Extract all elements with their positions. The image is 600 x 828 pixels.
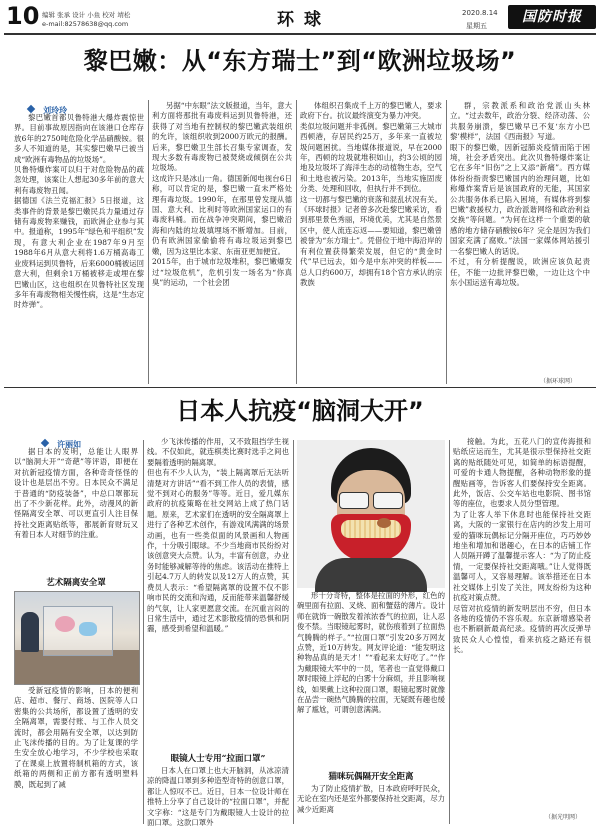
- diamond-icon: [27, 105, 35, 113]
- photo-glasses: [339, 492, 403, 508]
- article2-col2-bottom: 日本人在口罩上也大开脑洞，从冰凉清凉的降温口罩到多种造型奇特的创意口罩，都让人惊叹不已。近日，日本一位设计师在推特上分享了自己设计的“拉面口罩”，并配文字称：“这是专门为戴眼镜人士设计的拉面口罩。这款口罩外: [147, 766, 289, 828]
- article2-col1-top: 据日本的发明，总能让人眼界以“脑洞大开”“奇葩”等评语，即便在对抗新冠疫情方面，各种奇奇怪怪的设计也是层出不穷。日本民众不满足于普通的“防疫装备”，中总口罩都玩出了不少新花样。此外，动漫风的新怪隔离安全罩、可以更直引人注目保持社交距离贴纸等，都展新育财玩又有着日本人对细节的注重。: [14, 447, 138, 540]
- article2-col3-top: 形十分奇特，整体是拉面的外形，红色的碗里面有拉面、叉烧、面和蟹菇的薄片。设计师在就饰一碗散发着浓浓香气的拉面，让人忍俊不禁。当眼镜起雾时，就伤痕着到了拉面热气腾腾的样子。”“拉面口罩”引发20多万网友点赞，近10万转发。网友评论道：“能发明这种物品真的是天才！”“看起来太好吃了。”“作为戴眼镜大军中的一员，笔者也一直觉得戴口罩时眼镜上浮起的白雾十分麻烦，并且影响视线，如果戴上这种拉面口罩，眼镜起雾时就像在品尝一碗热气腾腾的拉面，无疑既有趣也缓解了尴尬，可谓创意满满。: [297, 591, 445, 715]
- article2-author: 许丽如: [57, 439, 82, 449]
- shield-photo-art: [55, 616, 75, 632]
- shield-photo-panel: [43, 606, 113, 656]
- photo-noodles: [341, 520, 401, 538]
- diamond-icon: [41, 439, 49, 447]
- article2-byline: [42, 432, 142, 449]
- editor-line: 编辑 张承 设计 小鱼 校对 靖松: [42, 11, 131, 19]
- photo-lens: [339, 492, 369, 509]
- masthead-logo: [508, 5, 596, 29]
- shield-photo-person: [21, 612, 39, 652]
- subhead-ramen-mask: 眼镜人士专用“拉面口罩”: [170, 754, 266, 764]
- article2-col4: 接触。为此，五花八门的宣传海报和贴纸应运而生，尤其是很示型保持社交距离的贴纸随处可见，如简单的标语提醒，可爱的卡通人物提醒，各种动物形象的提醒贴画等，告诉客人们要保持安全距离。此外，饭店、公交车站也电影院、图书馆等的座位，也要求人员分型管理。 为了让客人举下休息时也能保持社交距离，大阪的一家银行在店内的沙发上用可爱的猫咪玩偶标记分隔开座位，巧巧妙妙地坐和增加和谐趣心，在日本的店铺工作人员隔开蹲了温馨提示客人：“为了防止疫情，一定要保持社交距离哦。”让人觉得既温馨可人，又容易理解。该举措还在日本社交媒体上引发了关注，网友纷纷为这种抗疫对策点赞。 尽管对抗疫情的新发明层出不穷，但日本各地的疫情仍不容乐观。东京新增感染者也不断刷新最高纪录。疫情的再次反弹导致民众人心惶惶，看来抗疫之路还有很长。: [453, 437, 591, 655]
- page-number: 10: [6, 2, 40, 30]
- col-divider: [148, 100, 149, 384]
- article2-title: 日本人抗疫“脑洞大开”: [176, 397, 424, 425]
- section-title: 环 球: [277, 10, 323, 30]
- article2-col2-top: 少飞沫传播的作用，又不致阻挡学生视线。不仅如此，就连棋类比赛时选手之间也要隔着透明的隔离罩。 但也有不少人认为，“装上隔离罩后无法听清楚对方讲话”“看不到工作人员的表情，感觉不到对心的服务”等等。近日，爱几媒东政府的抗疫策略在社交网站上成了热门话题。原来，艺术家们在透明的安全隔离罩上进行了各种艺术创作，有游戏风满满的场景动画，也有一些类似面的风景画和人物画作，十分吸引眼球。不少当地商市民纷纷对该创意突大点赞。认为，丰富有创意，办业务时能够减解等待的焦虑。该活动在推特上引起4.7万人的转发以及12万人的点赞，其费员人表示：“希望隔离罩的设置不仅不影响市民的交流和沟通，反而能带来温馨舒缓的气氛，让人家更愿意交流。在沉重言闷的日常生活中，通过艺术影散疫情的恐惧和阴霾，感受到希望和温暖。”: [147, 437, 289, 634]
- photo-lens: [373, 492, 403, 509]
- article2-col1-bottom: 受新冠疫情的影响，日本的便利店、超市、餐厅、商场、医院等人口密集的公共场所，都设置了透明的安全隔离罩，需要付账、与工作人员交流时，都会用隔有安全罩，以达到防止飞沫传播的目的。为了让复课的学生安全放心地学习，不少学校也采取了在课桌上放置将制机箱的方式，该纸箱的两侧和正前方都有透明塑料膜，既起到了减: [14, 686, 138, 789]
- article2-source: （据光明网）: [545, 814, 582, 821]
- photo-chashu: [377, 518, 391, 528]
- article1-col2: 另据“中东眼”法文版报道，当年，意大利方面将那批有毒废料运到贝鲁特港，还获得了对当地有控制权的黎巴嫩武装组织的允许，该组织收到2000万欧元的报酬。后来，黎巴嫩卫生部长召集专家调查，发现大多数有毒废物已被焚烧或倾倒在公共垃圾场。 这成许只是冰山一角。德国新闻电视台6日称，可以肯定的是，黎巴嫩一直未严格处理有毒垃圾。1990年，在那里曾发现从德国、意大利、比利时等欧洲国家运口的有毒废料桶。而在战争冲突期间，黎巴嫩沿海和内陆的垃圾填埋场不断增加。目前，仍有欧洲国家偷偷将有毒垃圾运到黎巴嫩，因为这里比本家、东南亚更加便宜。 2015年，由于城市垃圾堆积，黎巴嫩爆发过“垃圾危机”，危机引发一场名为“你真臭”的运动，一个社会团: [152, 101, 292, 287]
- photo-ramen-mask: [331, 514, 411, 562]
- article1-col3: 体组织召集成千上万的黎巴嫩人，要求政府下台。抗议最终演变为暴力冲突。 类似垃圾问题并非孤例。黎巴嫩第三大城市西顿港，存居民约25万，多年来一直被垃圾问题困扰。当地媒体报道说，早在2000年，西顿的垃圾就堆积如山，约3公顷的园地及垃圾坏了海洋生态的动植物生态，空气和土地也被污染。2013年，当地实施固废分类、处理和回收，但执行并不到位。 这一切都与黎巴嫩的衰落和混乱状况有关。《环球时报》记者曾多次赴黎巴嫩采访，看到那里景色秀丽，环境优美，尤其是自然景区中，使人流连忘返——要知道，黎巴嫩曾被誉为“东方瑞士”。凭借位于地中海沿岸的有利位置获得繁荣发展，但它的“黄金时代”早已远去，如今是中东冲突的样板——总人口约600万，却拥有18个官方承认的宗教族: [300, 101, 442, 287]
- page-header: [0, 0, 600, 36]
- col-divider: [446, 100, 447, 384]
- article2-col3-bottom: 为了防止疫情扩散，日本政府呼吁民众，无论在室内还是室外都要保持社交距离，尽力减少近距离: [297, 784, 445, 814]
- article1-title: 黎巴嫩：从“东方瑞士”到“欧洲垃圾场”: [83, 47, 517, 75]
- editor-email: e-mail:82578638@qq.com: [42, 20, 129, 28]
- photo-shirt: [315, 558, 427, 592]
- article1-col4: 群，宗教派系和政治党派山头林立。“过去数年，政治分裂、经济动荡、公共服务崩溃，黎巴嫩早已不复‘东方小巴黎’模样”，法国《西南报》写道。 眼下的黎巴嫩，因新冠肺炎疫情而陷于困境，社会矛盾突出。此次贝鲁特爆炸案让它在多年“旧伤”之上又添“新痛”。西方媒体纷纷指责黎巴嫩国内的治理问题，比如称爆炸案背后是该国政府的无能，其国家公共服务体系已陷入困境，有媒体将到黎巴嫩”救援权力，政治派谐网络和政治利益交换“等问题。“为何在这样一个重要的敏感的地方储存硝酸铵6年？完全是因为我们国家充满了腐败。”法国一家媒体网站援引一名黎巴嫩人的话说。 不过，有分析提醒说，欧洲应该负起责任，不能一边批评黎巴嫩，一边让这个中东小国运送有毒垃圾。: [450, 101, 590, 287]
- subhead-art-shield: 艺术隔离安全罩: [46, 578, 106, 588]
- article1-author: 刘玲玲: [43, 105, 68, 115]
- subhead-cat-dolls: 猫咪玩偶隔开安全距离: [328, 772, 414, 782]
- shield-photo-art: [79, 622, 97, 636]
- article-separator: [4, 387, 596, 388]
- article1-byline: [28, 98, 128, 115]
- col-divider: [449, 440, 450, 824]
- issue-date: 2020.8.14: [462, 9, 498, 17]
- col-divider: [143, 440, 144, 824]
- issue-weekday: 星期五: [466, 22, 487, 30]
- article1-col1: 黎巴嫩首都贝鲁特港大爆炸震惊世界。目前事故原因指向在该港口仓库存放6年的2750吨危险化学品硝酸铵。很多人不知道的是，其实黎巴嫩早已被当成“欧洲有毒物品的垃圾场”。 贝鲁特爆炸案可以归于对危险物品的疏忽处理，该案让人想起30多年前的意大利有毒废物丑闻。 据德国《法兰克福汇报》5日报道，这类事件的背景是黎巴嫩民兵力量通过存储有毒废物来赚钱，而欧洲企业参与其中。报道称，1995年“绿色和平组织”发现，有意大利企业在1987年9月至1988年6月从意大利将1.6万桶高毒工业废料运到贝鲁特，后来6000桶被运回意大利，但剩余1万桶被移走或埋在黎巴嫩山区，这也组织在贝鲁特社区发现多年有毒废物相关慢性病，这是“生态定时炸弹”。: [14, 113, 144, 310]
- masthead-text: 国防时报: [522, 9, 582, 25]
- shield-photo: [14, 591, 140, 685]
- ramen-mask-photo: [297, 440, 445, 588]
- col-divider: [296, 100, 297, 384]
- header-rule: [4, 33, 596, 35]
- article1-source: （据环球网）: [540, 378, 577, 385]
- col-divider: [293, 440, 294, 824]
